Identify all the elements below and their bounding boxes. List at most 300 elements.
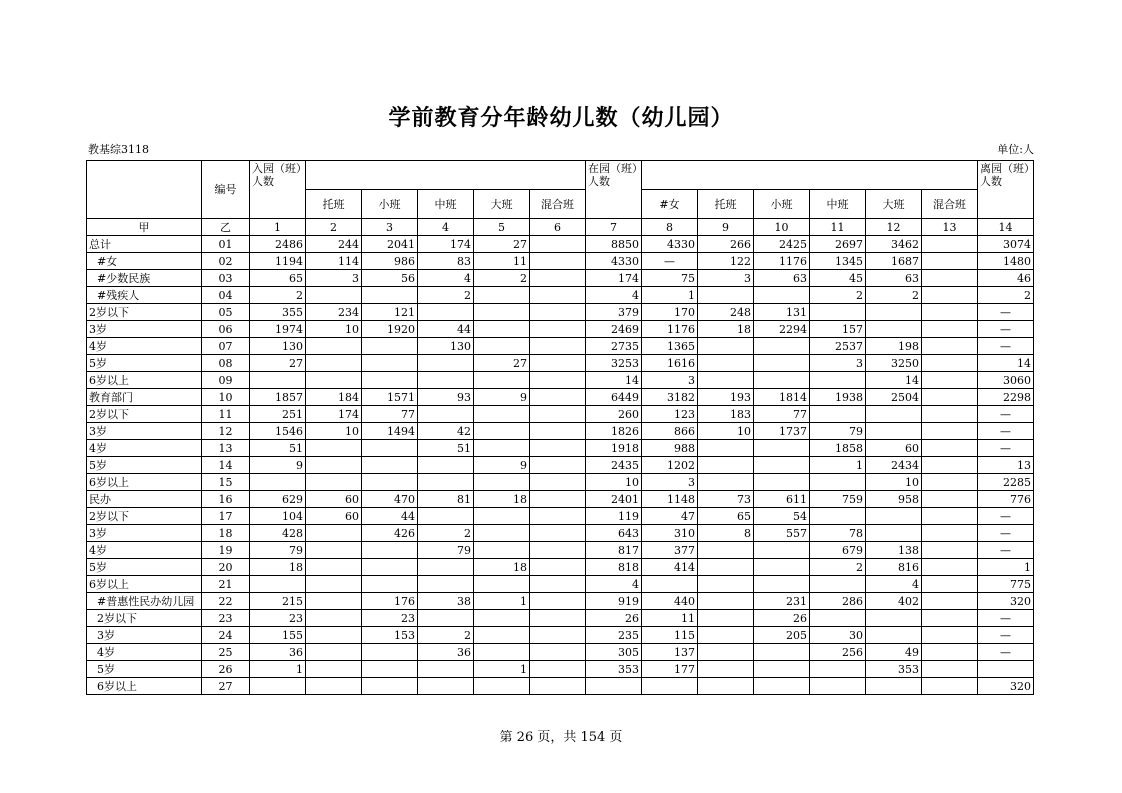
table-cell: 60 — [306, 491, 362, 508]
table-cell: 3074 — [978, 236, 1034, 253]
table-cell — [362, 355, 418, 372]
row-code: 22 — [202, 593, 250, 610]
table-cell: 759 — [810, 491, 866, 508]
row-label: 6岁以上 — [87, 474, 202, 491]
table-cell: 1202 — [642, 457, 698, 474]
table-cell: 8 — [698, 525, 754, 542]
table-cell — [362, 287, 418, 304]
table-cell — [698, 355, 754, 372]
table-cell: 1 — [810, 457, 866, 474]
table-row — [87, 321, 1034, 338]
header-code: 编号 — [202, 161, 250, 219]
table-cell — [810, 304, 866, 321]
table-cell — [362, 559, 418, 576]
table-cell — [922, 644, 978, 661]
table-cell — [810, 372, 866, 389]
table-cell: 137 — [642, 644, 698, 661]
table-cell — [978, 661, 1034, 678]
table-cell — [362, 338, 418, 355]
table-cell — [362, 644, 418, 661]
index-cell: 乙 — [202, 219, 250, 236]
table-cell — [866, 304, 922, 321]
table-cell: — — [978, 406, 1034, 423]
table-cell — [474, 576, 530, 593]
table-cell: 60 — [306, 508, 362, 525]
table-cell: 234 — [306, 304, 362, 321]
table-cell — [530, 338, 586, 355]
table-cell: 988 — [642, 440, 698, 457]
table-cell: 244 — [306, 236, 362, 253]
table-cell: 63 — [754, 270, 810, 287]
table-cell: 3182 — [642, 389, 698, 406]
row-label: 4岁 — [87, 440, 202, 457]
table-cell — [642, 576, 698, 593]
table-cell — [474, 372, 530, 389]
row-code: 06 — [202, 321, 250, 338]
table-cell — [362, 474, 418, 491]
table-cell: 30 — [810, 627, 866, 644]
table-cell — [698, 661, 754, 678]
table-cell — [922, 440, 978, 457]
table-cell: 73 — [698, 491, 754, 508]
table-cell — [530, 321, 586, 338]
table-cell: 1365 — [642, 338, 698, 355]
table-cell: 93 — [418, 389, 474, 406]
index-cell: 13 — [922, 219, 978, 236]
row-label: 4岁 — [87, 644, 202, 661]
table-cell: 184 — [306, 389, 362, 406]
header-admit-class: 中班 — [418, 190, 474, 219]
table-cell: — — [978, 321, 1034, 338]
table-cell: 10 — [306, 423, 362, 440]
table-cell — [306, 542, 362, 559]
index-cell: 2 — [306, 219, 362, 236]
table-row — [87, 542, 1034, 559]
index-cell: 甲 — [87, 219, 202, 236]
table-cell — [754, 644, 810, 661]
table-cell — [922, 236, 978, 253]
table-cell: 14 — [866, 372, 922, 389]
row-code: 27 — [202, 678, 250, 695]
table-cell — [418, 372, 474, 389]
table-cell — [306, 338, 362, 355]
table-cell — [754, 542, 810, 559]
table-cell: 377 — [642, 542, 698, 559]
row-code: 04 — [202, 287, 250, 304]
table-cell — [530, 236, 586, 253]
table-cell: 157 — [810, 321, 866, 338]
table-cell — [474, 406, 530, 423]
table-cell: 1938 — [810, 389, 866, 406]
table-cell: 353 — [866, 661, 922, 678]
table-cell — [530, 559, 586, 576]
table-cell: — — [978, 627, 1034, 644]
row-code: 02 — [202, 253, 250, 270]
table-cell: 818 — [586, 559, 642, 576]
table-cell — [418, 355, 474, 372]
table-cell: — — [978, 423, 1034, 440]
table-cell: 10 — [306, 321, 362, 338]
table-cell: 310 — [642, 525, 698, 542]
table-cell — [810, 406, 866, 423]
table-cell — [418, 559, 474, 576]
table-cell — [922, 474, 978, 491]
table-cell — [418, 661, 474, 678]
row-code: 07 — [202, 338, 250, 355]
table-cell — [698, 576, 754, 593]
table-cell — [306, 593, 362, 610]
table-cell — [530, 355, 586, 372]
table-cell: 119 — [586, 508, 642, 525]
table-cell: 402 — [866, 593, 922, 610]
row-label: 3岁 — [87, 627, 202, 644]
table-cell — [418, 406, 474, 423]
table-cell: 2 — [810, 287, 866, 304]
table-cell: 11 — [474, 253, 530, 270]
table-cell — [474, 678, 530, 695]
index-cell: 6 — [530, 219, 586, 236]
table-cell: 174 — [586, 270, 642, 287]
table-cell: 10 — [698, 423, 754, 440]
table-cell — [530, 627, 586, 644]
table-cell — [866, 321, 922, 338]
table-cell — [530, 474, 586, 491]
table-cell: — — [978, 338, 1034, 355]
table-cell: 10 — [586, 474, 642, 491]
table-cell: 18 — [474, 491, 530, 508]
table-cell: 2469 — [586, 321, 642, 338]
table-cell — [250, 474, 306, 491]
row-code: 20 — [202, 559, 250, 576]
row-code: 14 — [202, 457, 250, 474]
table-cell: 14 — [978, 355, 1034, 372]
index-cell: 7 — [586, 219, 642, 236]
table-cell: 9 — [474, 457, 530, 474]
header-enrolled-class: 混合班 — [922, 190, 978, 219]
table-cell — [530, 678, 586, 695]
row-label: #女 — [87, 253, 202, 270]
table-cell — [922, 559, 978, 576]
table-cell — [306, 644, 362, 661]
table-cell: — — [978, 610, 1034, 627]
table-cell — [474, 440, 530, 457]
table-row — [87, 661, 1034, 678]
table-row — [87, 627, 1034, 644]
table-cell — [530, 610, 586, 627]
table-cell: 1857 — [250, 389, 306, 406]
table-cell: 629 — [250, 491, 306, 508]
table-cell: 18 — [698, 321, 754, 338]
table-cell — [530, 389, 586, 406]
row-code: 18 — [202, 525, 250, 542]
table-cell: 2 — [866, 287, 922, 304]
table-cell — [474, 321, 530, 338]
table-cell: 46 — [978, 270, 1034, 287]
table-cell: 215 — [250, 593, 306, 610]
table-cell — [530, 406, 586, 423]
table-cell — [698, 440, 754, 457]
table-cell: 10 — [866, 474, 922, 491]
table-cell: 320 — [978, 678, 1034, 695]
table-cell — [306, 661, 362, 678]
table-cell — [810, 678, 866, 695]
table-cell: 174 — [418, 236, 474, 253]
table-cell — [530, 423, 586, 440]
data-table — [86, 160, 1034, 695]
table-row — [87, 593, 1034, 610]
table-cell: 426 — [362, 525, 418, 542]
table-cell: 23 — [362, 610, 418, 627]
table-cell: 183 — [698, 406, 754, 423]
table-cell — [922, 610, 978, 627]
table-cell: 3250 — [866, 355, 922, 372]
table-cell — [866, 610, 922, 627]
table-cell: — — [642, 253, 698, 270]
table-cell — [754, 440, 810, 457]
table-cell — [474, 287, 530, 304]
index-cell: 8 — [642, 219, 698, 236]
table-cell: 2 — [250, 287, 306, 304]
table-cell: 2504 — [866, 389, 922, 406]
row-label: 4岁 — [87, 542, 202, 559]
table-cell: 131 — [754, 304, 810, 321]
row-code: 08 — [202, 355, 250, 372]
table-body — [87, 236, 1034, 695]
table-cell — [474, 423, 530, 440]
table-cell: 44 — [418, 321, 474, 338]
header-enrolled-span — [642, 161, 978, 190]
table-row — [87, 491, 1034, 508]
table-cell — [698, 627, 754, 644]
table-cell — [698, 542, 754, 559]
table-cell: 60 — [866, 440, 922, 457]
table-cell: 18 — [250, 559, 306, 576]
table-cell — [306, 372, 362, 389]
table-cell: 248 — [698, 304, 754, 321]
table-cell: 155 — [250, 627, 306, 644]
table-cell — [754, 355, 810, 372]
table-cell — [866, 423, 922, 440]
row-label: 4岁 — [87, 338, 202, 355]
table-cell — [922, 423, 978, 440]
table-cell: 83 — [418, 253, 474, 270]
table-cell — [922, 542, 978, 559]
table-cell: 320 — [978, 593, 1034, 610]
table-cell — [698, 287, 754, 304]
table-cell: 1 — [250, 661, 306, 678]
table-cell: 3 — [698, 270, 754, 287]
table-cell — [306, 355, 362, 372]
table-row — [87, 355, 1034, 372]
table-cell: 14 — [586, 372, 642, 389]
table-cell: 75 — [642, 270, 698, 287]
row-code: 23 — [202, 610, 250, 627]
table-cell: 174 — [306, 406, 362, 423]
table-cell: — — [978, 542, 1034, 559]
table-cell — [474, 610, 530, 627]
table-cell — [754, 678, 810, 695]
table-cell: 643 — [586, 525, 642, 542]
table-cell: 2 — [418, 627, 474, 644]
table-row — [87, 508, 1034, 525]
table-cell — [418, 304, 474, 321]
table-cell: 3 — [810, 355, 866, 372]
table-cell — [810, 576, 866, 593]
index-cell: 3 — [362, 219, 418, 236]
table-cell: 3060 — [978, 372, 1034, 389]
table-cell: 2298 — [978, 389, 1034, 406]
table-cell: 986 — [362, 253, 418, 270]
table-cell: 26 — [754, 610, 810, 627]
table-cell: 440 — [642, 593, 698, 610]
table-cell: 919 — [586, 593, 642, 610]
row-label: #残疾人 — [87, 287, 202, 304]
table-cell — [530, 491, 586, 508]
row-code: 16 — [202, 491, 250, 508]
table-cell: 816 — [866, 559, 922, 576]
table-cell: 1920 — [362, 321, 418, 338]
table-cell: 2735 — [586, 338, 642, 355]
table-cell: 2 — [810, 559, 866, 576]
table-cell — [698, 474, 754, 491]
table-cell — [922, 406, 978, 423]
table-cell — [866, 678, 922, 695]
table-cell: 1687 — [866, 253, 922, 270]
row-label: 6岁以上 — [87, 678, 202, 695]
table-cell: 1345 — [810, 253, 866, 270]
table-cell — [530, 287, 586, 304]
table-row — [87, 576, 1034, 593]
table-cell: 1571 — [362, 389, 418, 406]
table-cell: 45 — [810, 270, 866, 287]
table-cell — [922, 627, 978, 644]
header-admit: 入园（班）人数 — [250, 161, 306, 219]
table-cell: 115 — [642, 627, 698, 644]
table-cell — [306, 287, 362, 304]
table-cell — [754, 338, 810, 355]
table-cell — [474, 338, 530, 355]
table-cell — [306, 457, 362, 474]
table-cell: 379 — [586, 304, 642, 321]
table-row — [87, 644, 1034, 661]
table-row — [87, 270, 1034, 287]
table-cell: 1176 — [754, 253, 810, 270]
page-title: 学前教育分年龄幼儿数（幼儿园） — [388, 105, 734, 131]
table-cell: 36 — [250, 644, 306, 661]
table-cell — [754, 457, 810, 474]
table-row — [87, 525, 1034, 542]
table-cell: 256 — [810, 644, 866, 661]
table-cell — [866, 508, 922, 525]
table-cell — [922, 661, 978, 678]
row-label: 5岁 — [87, 559, 202, 576]
row-label: 2岁以下 — [87, 508, 202, 525]
table-cell: 3 — [642, 372, 698, 389]
table-cell: 1737 — [754, 423, 810, 440]
table-cell: 2 — [474, 270, 530, 287]
table-cell — [362, 457, 418, 474]
table-cell: 1 — [642, 287, 698, 304]
table-cell: 130 — [250, 338, 306, 355]
table-cell: 122 — [698, 253, 754, 270]
table-cell: 4330 — [586, 253, 642, 270]
table-cell — [754, 372, 810, 389]
table-cell — [642, 678, 698, 695]
table-row — [87, 457, 1034, 474]
table-cell — [922, 321, 978, 338]
table-cell: 866 — [642, 423, 698, 440]
table-cell — [474, 474, 530, 491]
header-enrolled-class: 小班 — [754, 190, 810, 219]
table-cell: 56 — [362, 270, 418, 287]
table-cell — [306, 440, 362, 457]
table-cell: 27 — [474, 355, 530, 372]
table-cell — [922, 304, 978, 321]
table-cell — [922, 525, 978, 542]
row-label: 民办 — [87, 491, 202, 508]
table-cell: — — [978, 644, 1034, 661]
table-cell: 1616 — [642, 355, 698, 372]
table-cell — [866, 406, 922, 423]
table-cell — [810, 474, 866, 491]
header-enrolled-class: 中班 — [810, 190, 866, 219]
row-code: 01 — [202, 236, 250, 253]
table-cell — [922, 508, 978, 525]
table-cell: 77 — [362, 406, 418, 423]
table-cell — [810, 661, 866, 678]
table-row — [87, 389, 1034, 406]
table-cell — [418, 474, 474, 491]
table-cell: 63 — [866, 270, 922, 287]
table-cell — [922, 457, 978, 474]
index-cell: 11 — [810, 219, 866, 236]
table-cell: 2425 — [754, 236, 810, 253]
table-cell — [530, 576, 586, 593]
table-row — [87, 287, 1034, 304]
table-cell: 2401 — [586, 491, 642, 508]
table-cell: 42 — [418, 423, 474, 440]
index-cell: 10 — [754, 219, 810, 236]
table-cell: — — [978, 508, 1034, 525]
table-cell — [698, 678, 754, 695]
table-cell: 104 — [250, 508, 306, 525]
row-code: 13 — [202, 440, 250, 457]
table-cell: 26 — [586, 610, 642, 627]
table-cell: 4 — [418, 270, 474, 287]
table-cell — [530, 508, 586, 525]
table-cell: 776 — [978, 491, 1034, 508]
table-cell — [586, 678, 642, 695]
table-cell: 428 — [250, 525, 306, 542]
table-cell — [362, 678, 418, 695]
table-cell: 2 — [418, 525, 474, 542]
table-cell — [530, 457, 586, 474]
table-cell: 414 — [642, 559, 698, 576]
table-cell — [698, 610, 754, 627]
table-cell: 79 — [250, 542, 306, 559]
page-footer: 第 26 页，共 154 页 — [499, 730, 623, 745]
table-row — [87, 338, 1034, 355]
header-leave: 离园（班）人数 — [978, 161, 1034, 219]
row-code: 15 — [202, 474, 250, 491]
table-cell: 2 — [418, 287, 474, 304]
form-code: 教基综3118 — [88, 143, 149, 156]
table-cell — [922, 491, 978, 508]
table-cell — [922, 389, 978, 406]
table-cell: 2486 — [250, 236, 306, 253]
table-row — [87, 440, 1034, 457]
table-cell: 353 — [586, 661, 642, 678]
